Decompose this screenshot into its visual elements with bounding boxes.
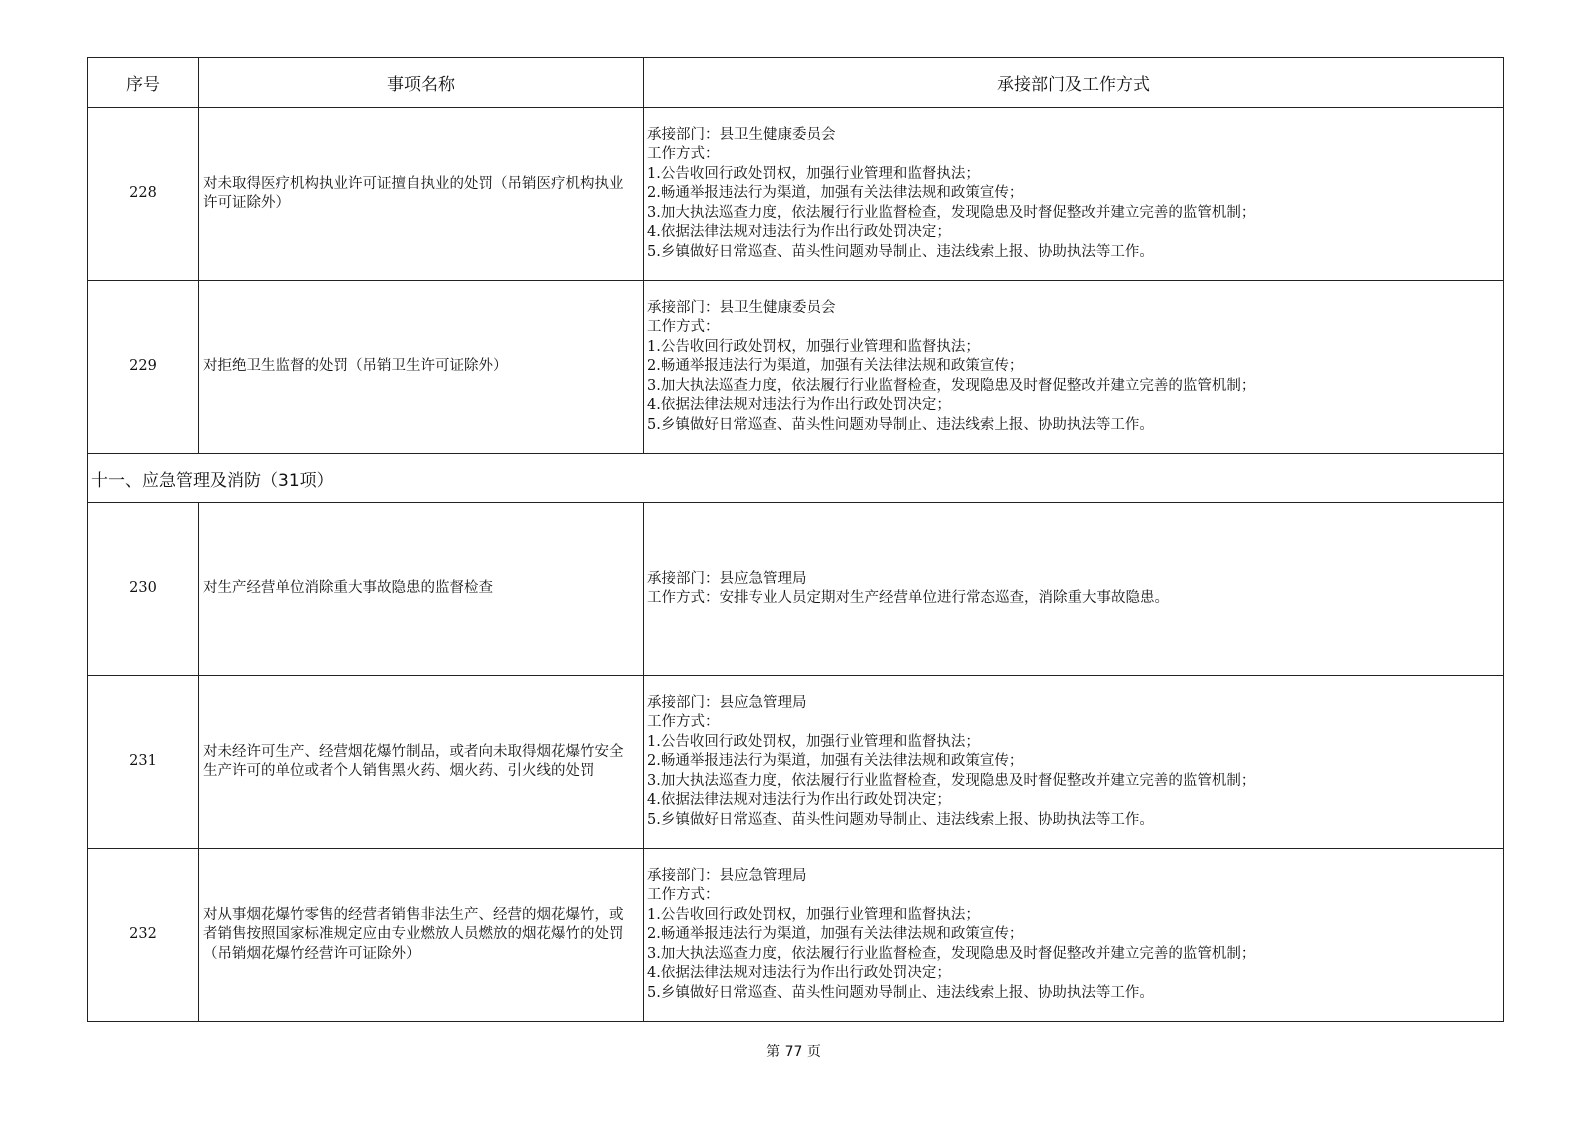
mode-line: 工作方式：	[647, 319, 720, 336]
mode-line: 承接部门：县卫生健康委员会	[647, 126, 836, 143]
row-num: 228	[88, 108, 199, 281]
page-number: 第 77 页	[766, 1044, 821, 1060]
table-header-row	[88, 58, 1504, 108]
row-mode	[644, 849, 1504, 1022]
items-table	[87, 57, 1504, 1022]
mode-line: 3.加大执法巡查力度，依法履行行业监督检查，发现隐患及时督促整改并建立完善的监管机制；	[647, 772, 1256, 789]
mode-line: 工作方式：	[647, 146, 720, 163]
mode-line: 2.畅通举报违法行为渠道，加强有关法律法规和政策宣传；	[647, 926, 1024, 943]
mode-line: 5.乡镇做好日常巡查、苗头性问题劝导制止、违法线索上报、协助执法等工作。	[647, 984, 1154, 1001]
mode-line: 2.畅通举报违法行为渠道，加强有关法律法规和政策宣传；	[647, 358, 1024, 375]
table-row	[88, 676, 1504, 849]
row-name: 对未取得医疗机构执业许可证擅自执业的处罚（吊销医疗机构执业许可证除外）	[199, 108, 644, 281]
mode-line: 3.加大执法巡查力度，依法履行行业监督检查，发现隐患及时督促整改并建立完善的监管机制；	[647, 945, 1256, 962]
mode-line: 1.公告收回行政处罚权，加强行业管理和监督执法；	[647, 906, 980, 923]
table-row	[88, 281, 1504, 454]
mode-line: 5.乡镇做好日常巡查、苗头性问题劝导制止、违法线索上报、协助执法等工作。	[647, 243, 1154, 260]
mode-line: 1.公告收回行政处罚权，加强行业管理和监督执法；	[647, 338, 980, 355]
mode-line: 承接部门：县应急管理局	[647, 867, 807, 884]
mode-line: 工作方式：	[647, 887, 720, 904]
mode-line: 3.加大执法巡查力度，依法履行行业监督检查，发现隐患及时督促整改并建立完善的监管机制；	[647, 204, 1256, 221]
mode-line: 4.依据法律法规对违法行为作出行政处罚决定；	[647, 965, 951, 982]
section-title: 十一、应急管理及消防（31项）	[88, 454, 1504, 503]
mode-line: 承接部门：县卫生健康委员会	[647, 299, 836, 316]
row-mode	[644, 503, 1504, 676]
row-num: 232	[88, 849, 199, 1022]
mode-line: 1.公告收回行政处罚权，加强行业管理和监督执法；	[647, 733, 980, 750]
mode-line: 5.乡镇做好日常巡查、苗头性问题劝导制止、违法线索上报、协助执法等工作。	[647, 811, 1154, 828]
table-row	[88, 849, 1504, 1022]
row-name: 对未经许可生产、经营烟花爆竹制品，或者向未取得烟花爆竹安全生产许可的单位或者个人销售黑火药、烟火药、引火线的处罚	[199, 676, 644, 849]
mode-line: 2.畅通举报违法行为渠道，加强有关法律法规和政策宣传；	[647, 185, 1024, 202]
row-mode	[644, 108, 1504, 281]
mode-line: 1.公告收回行政处罚权，加强行业管理和监督执法；	[647, 165, 980, 182]
mode-line: 5.乡镇做好日常巡查、苗头性问题劝导制止、违法线索上报、协助执法等工作。	[647, 416, 1154, 433]
mode-line: 2.畅通举报违法行为渠道，加强有关法律法规和政策宣传；	[647, 753, 1024, 770]
mode-line: 3.加大执法巡查力度，依法履行行业监督检查，发现隐患及时督促整改并建立完善的监管机制；	[647, 377, 1256, 394]
row-name: 对拒绝卫生监督的处罚（吊销卫生许可证除外）	[199, 281, 644, 454]
row-num: 231	[88, 676, 199, 849]
row-mode	[644, 676, 1504, 849]
header-num: 序号	[88, 58, 199, 108]
row-name: 对从事烟花爆竹零售的经营者销售非法生产、经营的烟花爆竹，或者销售按照国家标准规定应由专业燃放人员燃放的烟花爆竹的处罚（吊销烟花爆竹经营许可证除外）	[199, 849, 644, 1022]
row-name: 对生产经营单位消除重大事故隐患的监督检查	[199, 503, 644, 676]
mode-line: 承接部门：县应急管理局	[647, 694, 807, 711]
table-row	[88, 108, 1504, 281]
mode-line: 工作方式：安排专业人员定期对生产经营单位进行常态巡查，消除重大事故隐患。	[647, 590, 1169, 606]
header-mode: 承接部门及工作方式	[644, 58, 1504, 108]
header-name: 事项名称	[199, 58, 644, 108]
table-row	[88, 503, 1504, 676]
row-mode	[644, 281, 1504, 454]
mode-line: 4.依据法律法规对违法行为作出行政处罚决定；	[647, 397, 951, 414]
section-row	[88, 454, 1504, 503]
mode-line: 4.依据法律法规对违法行为作出行政处罚决定；	[647, 792, 951, 809]
mode-line: 工作方式：	[647, 714, 720, 731]
row-num: 229	[88, 281, 199, 454]
row-num: 230	[88, 503, 199, 676]
mode-line: 4.依据法律法规对违法行为作出行政处罚决定；	[647, 224, 951, 241]
mode-line: 承接部门：县应急管理局	[647, 570, 807, 587]
